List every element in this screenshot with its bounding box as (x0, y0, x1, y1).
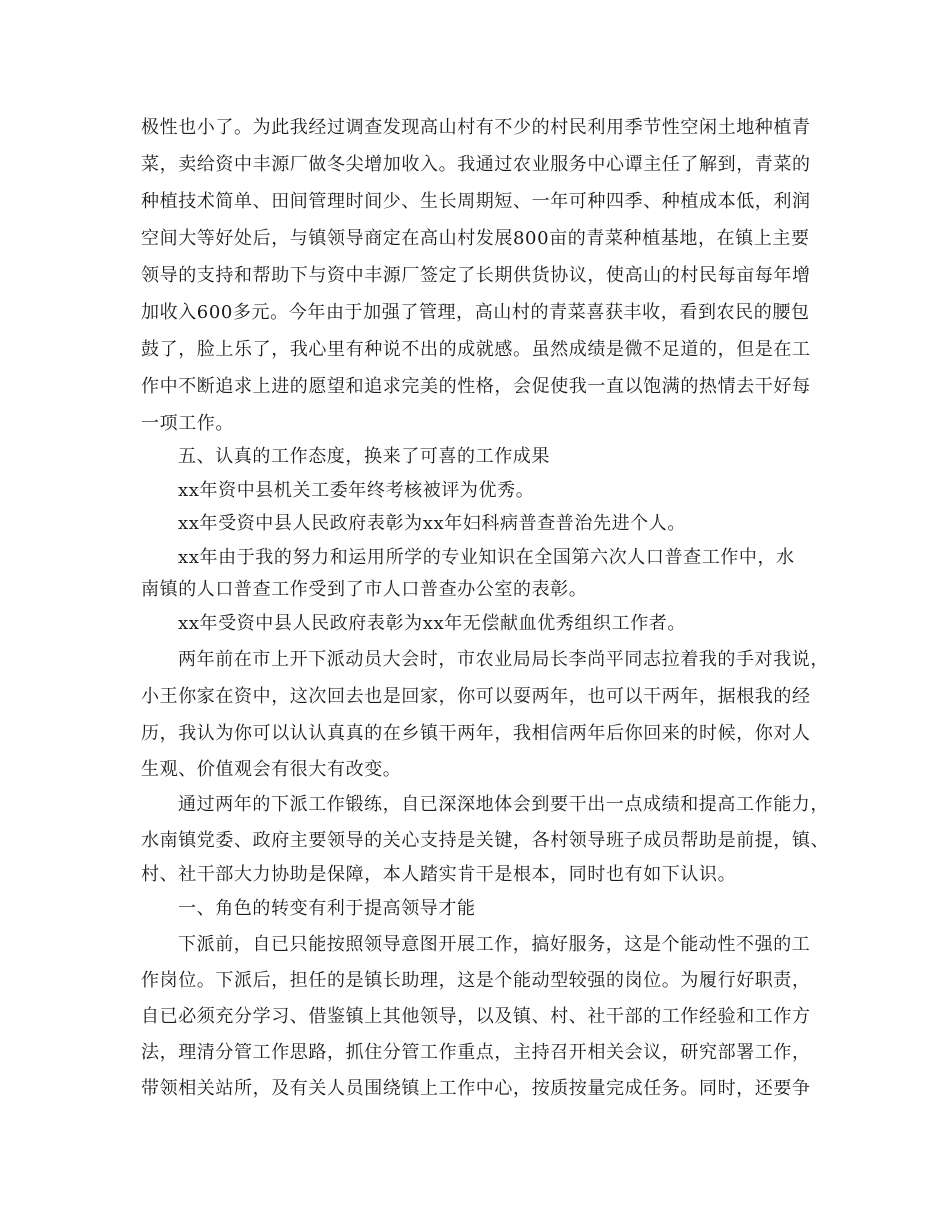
text-line: 极性也小了。为此我经过调查发现高山村有不少的村民利用季节性空闲土地种植青 (141, 117, 811, 138)
text-line: 南镇的人口普查工作受到了市人口普查办公室的表彰。 (141, 579, 588, 600)
text-line: 小王你家在资中，这次回去也是回家，你可以耍两年，也可以干两年，据根我的经 (141, 686, 811, 707)
text-line: xx年受资中县人民政府表彰为xx年无偿献血优秀组织工作者。 (178, 613, 687, 634)
text-line: 领导的支持和帮助下与资中丰源厂签定了长期供货协议，使高山的村民每亩每年增 (141, 265, 811, 286)
text-line: 历，我认为你可以认认真真的在乡镇干两年，我相信两年后你回来的时候，你对人 (141, 723, 811, 744)
text-line: 通过两年的下派工作锻练，自已深深地体会到要干出一点成绩和提高工作能力， (178, 794, 829, 815)
text-line: 菜，卖给资中丰源厂做冬尖增加收入。我通过农业服务中心谭主任了解到，青菜的 (141, 154, 811, 175)
text-line: 种植技术简单、田间管理时间少、生长周期短、一年可种四季、种植成本低，利润 (141, 191, 811, 212)
text-line: 作中不断追求上进的愿望和追求完美的性格，会促使我一直以饱满的热情去干好每 (141, 376, 811, 397)
section-heading: 五、认真的工作态度，换来了可喜的工作成果 (178, 446, 550, 467)
text-line: 空间大等好处后，与镇领导商定在高山村发展800亩的青菜种植基地，在镇上主要 (141, 228, 810, 249)
text-line: 村、社干部大力协助是保障，本人踏实肯干是根本，同时也有如下认识。 (141, 864, 737, 885)
text-line: xx年受资中县人民政府表彰为xx年妇科病普查普治先进个人。 (178, 513, 687, 534)
text-line: 下派前，自已只能按照领导意图开展工作，搞好服务，这是个能动性不强的工 (178, 934, 811, 955)
section-heading: 一、角色的转变有利于提高领导才能 (178, 898, 476, 919)
text-line: xx年由于我的努力和运用所学的专业知识在全国第六次人口普查工作中，水 (178, 547, 795, 568)
text-line: 作岗位。下派后，担任的是镇长助理，这是个能动型较强的岗位。为履行好职责， (141, 970, 811, 991)
text-line: 两年前在市上开下派动员大会时，市农业局局长李尚平同志拉着我的手对我说， (178, 649, 829, 670)
text-line: 加收入600多元。今年由于加强了管理，高山村的青菜喜获丰收，看到农民的腰包 (141, 302, 810, 323)
text-line: 法，理清分管工作思路，抓住分管工作重点，主持召开相关会议，研究部署工作， (141, 1042, 811, 1063)
text-line: 自已必须充分学习、借鉴镇上其他领导，以及镇、村、社干部的工作经验和工作方 (141, 1006, 811, 1027)
text-line: 带领相关站所，及有关人员围绕镇上工作中心，按质按量完成任务。同时，还要争 (141, 1078, 811, 1099)
text-line: 水南镇党委、政府主要领导的关心支持是关键，各村领导班子成员帮助是前提，镇、 (141, 830, 830, 851)
text-line: xx年资中县机关工委年终考核被评为优秀。 (178, 480, 535, 501)
text-line: 生观、价值观会有很大有改变。 (141, 759, 402, 780)
text-line: 一项工作。 (141, 413, 234, 434)
text-line: 鼓了，脸上乐了，我心里有种说不出的成就感。虽然成绩是微不足道的，但是在工 (141, 339, 811, 360)
